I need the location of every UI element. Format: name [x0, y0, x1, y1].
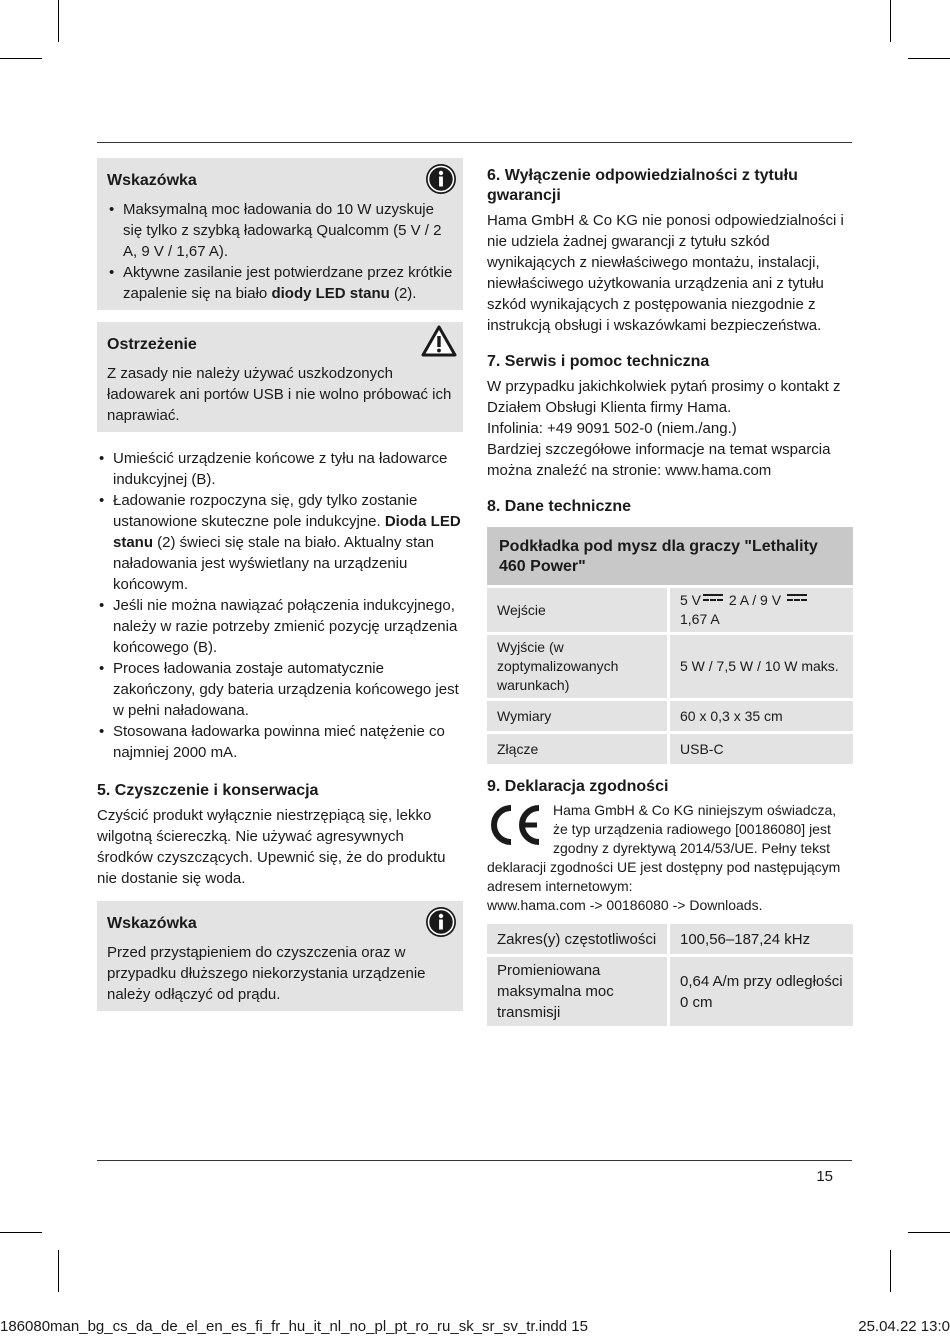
- download-link[interactable]: www.hama.com -> 00186080 -> Downloads.: [487, 897, 763, 913]
- section-text: Hama GmbH & Co KG nie ponosi odpowiedzialności i nie udziela żadnej gwarancji z tytułu szkód wynikających z niewłaściwego montażu, instalacji, niewłaściwego użytkowania urządzenia ani z tytułu szkód wynikających z postępowania niezgodnie z instrukcją obsługi i wskazówkami bezpieczeństwa.: [487, 212, 844, 334]
- table-row: [487, 588, 853, 632]
- conformity-text: Hama GmbH & Co KG niniejszym oświadcza, że typ urządzenia radiowego [00186080] jest zgodny z dyrektywą 2014/53/UE. Pełny tekst deklaracji zgodności UE jest dostępny pod następującym adresem internetowym:: [487, 802, 841, 894]
- info-icon: [425, 163, 457, 195]
- page-number: 15: [816, 1168, 833, 1185]
- spec-table: [487, 585, 853, 767]
- table-row: [487, 701, 853, 731]
- slug-filename: 186080man_bg_cs_da_de_el_en_es_fi_fr_hu_it_nl_no_pl_pt_ro_ru_sk_sr_sv_tr.indd 15: [0, 1318, 588, 1335]
- crop-mark: [908, 58, 950, 59]
- section-text: Czyścić produkt wyłącznie niestrzępiącą się, lekko wilgotną ściereczką. Nie używać agresywnych środków czyszczących. Upewnić się, że do produktu nie dostanie się woda.: [97, 807, 446, 887]
- list-item: • Umieścić urządzenie końcowe z tyłu na ładowarce indukcyjnej (B).: [97, 448, 463, 490]
- spec-table-title: Podkładka pod mysz dla graczy "Lethality 460 Power": [487, 527, 853, 585]
- table-value: 5 V 2 A / 9 V 1,67 A: [670, 588, 853, 632]
- section-heading: 8. Dane techniczne: [487, 498, 632, 515]
- table-value: 60 x 0,3 x 35 cm: [670, 701, 853, 731]
- table-value: USB-C: [670, 734, 853, 764]
- right-column: [487, 166, 853, 1029]
- instructions-list: [97, 448, 463, 763]
- table-row: [487, 635, 853, 698]
- conformity-block: [487, 801, 853, 915]
- crop-mark: [908, 1232, 950, 1233]
- hotline-text: Infolinia: +49 9091 502-0 (niem./ang.): [487, 420, 737, 437]
- table-key: Wejście: [487, 588, 670, 632]
- table-row: [487, 734, 853, 764]
- bold-term: diody LED stanu: [271, 285, 390, 302]
- info-icon: [425, 906, 457, 938]
- warning-title: Ostrzeżenie: [107, 336, 197, 353]
- dc-symbol-icon: [703, 594, 723, 604]
- crop-mark: [0, 1232, 42, 1233]
- hint-item: • Aktywne zasilanie jest potwierdzane przez krótkie zapalenie się na biało diody LED stanu (2).: [107, 262, 453, 304]
- bold-term: Dioda LED stanu: [113, 513, 461, 551]
- section-heading: 6. Wyłączenie odpowiedzialności z tytułu gwarancji: [487, 167, 798, 204]
- dc-symbol-icon: [787, 594, 807, 604]
- table-key: Promieniowana maksymalna moc transmisji: [487, 957, 670, 1026]
- hint-box: [97, 158, 463, 310]
- warning-text: Z zasady nie należy używać uszkodzonych ładowarek ani portów USB i nie wolno próbować ich naprawiać.: [107, 365, 452, 424]
- section-heading: 5. Czyszczenie i konserwacja: [97, 782, 319, 799]
- section-text: W przypadku jakichkolwiek pytań prosimy o kontakt z Działem Obsługi Klienta firmy Hama.: [487, 378, 841, 416]
- list-item: • Stosowana ładowarka powinna mieć natężenie co najmniej 2000 mA.: [97, 721, 463, 763]
- table-value: 0,64 A/m przy odległości 0 cm: [670, 957, 853, 1026]
- list-item: • Ładowanie rozpoczyna się, gdy tylko zostanie ustanowione skuteczne pole indukcyjne. Dioda LED stanu (2) świeci się stale na biało. Aktualny stan naładowania jest wyświetlany na urządzeniu końcowym.: [97, 490, 463, 595]
- crop-mark: [890, 1250, 891, 1292]
- table-key: Złącze: [487, 734, 670, 764]
- ce-mark-icon: [487, 803, 543, 847]
- hint-box: [97, 901, 463, 1011]
- hint-text: Przed przystąpieniem do czyszczenia oraz w przypadku dłuższego niekorzystania urządzenie należy odłączyć od prądu.: [107, 944, 426, 1003]
- warning-box: [97, 322, 463, 432]
- slug-date: 25.04.22 13:0: [858, 1318, 950, 1335]
- crop-mark: [890, 0, 891, 42]
- left-column: [97, 158, 463, 1011]
- section-heading: 7. Serwis i pomoc techniczna: [487, 353, 710, 370]
- hint-title: Wskazówka: [107, 172, 197, 189]
- section-heading: 9. Deklaracja zgodności: [487, 778, 669, 795]
- crop-mark: [0, 58, 42, 59]
- table-row: [487, 957, 853, 1026]
- list-item: • Jeśli nie można nawiązać połączenia indukcyjnego, należy w razie potrzeby zmienić pozycję urządzenia końcowego (B).: [97, 595, 463, 658]
- crop-mark: [58, 1250, 59, 1292]
- table-value: 100,56–187,24 kHz: [670, 924, 853, 954]
- table-key: Wymiary: [487, 701, 670, 731]
- hint-title: Wskazówka: [107, 915, 197, 932]
- section-text: Bardziej szczegółowe informacje na temat wsparcia można znaleźć na stronie: www.hama.com: [487, 441, 831, 479]
- warning-icon: [421, 325, 457, 357]
- bottom-rule: [97, 1160, 852, 1161]
- crop-mark: [58, 0, 59, 42]
- hint-item: • Maksymalną moc ładowania do 10 W uzyskuje się tylko z szybką ładowarką Qualcomm (5 V / 2 A, 9 V / 1,67 A).: [107, 199, 453, 262]
- list-item: • Proces ładowania zostaje automatycznie zakończony, gdy bateria urządzenia końcowego jest w pełni naładowana.: [97, 658, 463, 721]
- table-value: 5 W / 7,5 W / 10 W maks.: [670, 635, 853, 698]
- top-rule: [97, 142, 852, 143]
- table-key: Wyjście (w zoptymalizowanych warunkach): [487, 635, 670, 698]
- radio-table: [487, 921, 853, 1029]
- table-key: Zakres(y) częstotliwości: [487, 924, 670, 954]
- table-row: [487, 924, 853, 954]
